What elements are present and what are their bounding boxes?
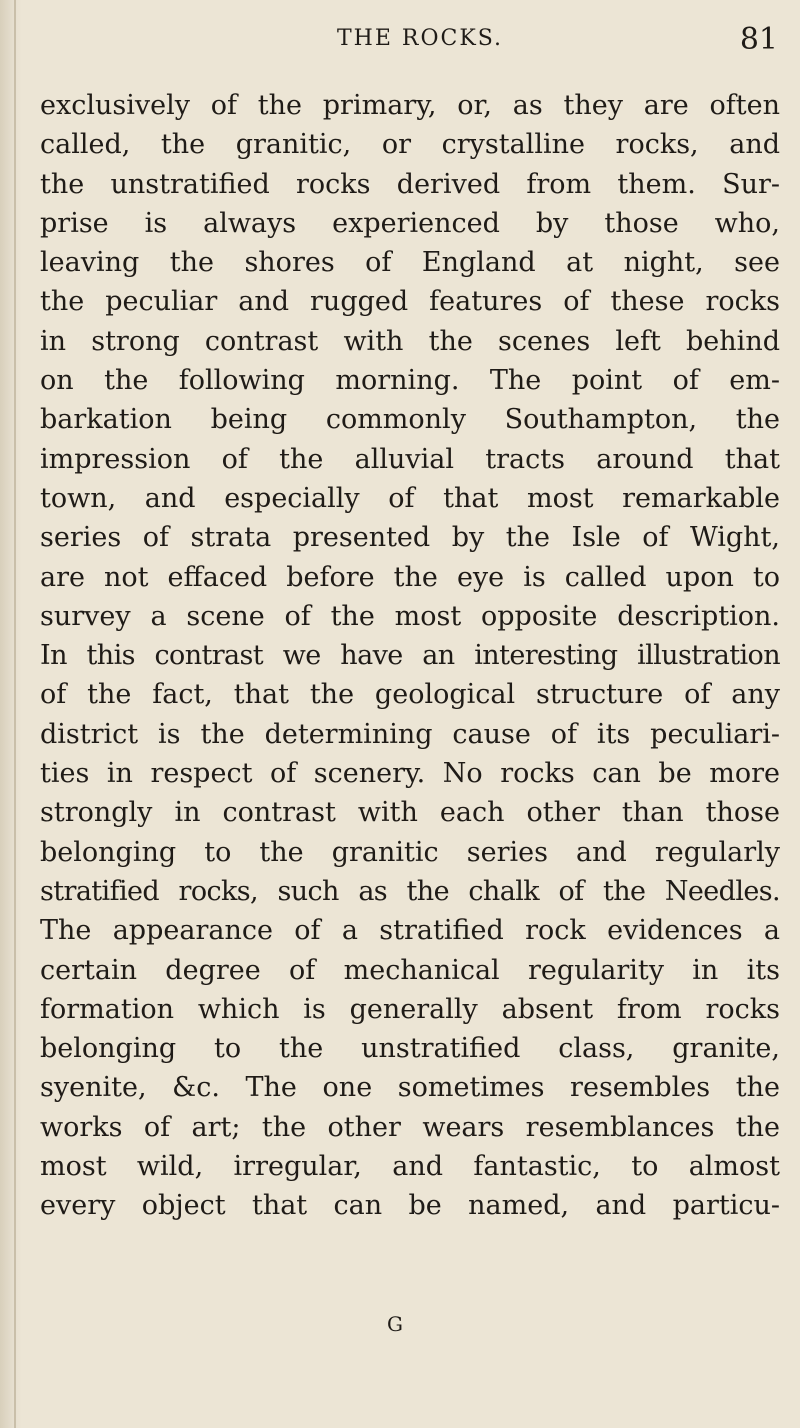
body-text: [40, 86, 780, 1226]
text-line: series of strata presented by the Isle of Wight,: [40, 522, 780, 554]
text-line: district is the determining cause of its peculiari-: [40, 718, 780, 750]
running-title: THE ROCKS.: [336, 26, 504, 51]
text-line: survey a scene of the most opposite description.: [40, 600, 780, 632]
text-line: works of art; the other wears resemblances the: [40, 1111, 780, 1143]
text-line: In this contrast we have an interesting illustration: [40, 640, 780, 672]
text-line: formation which is generally absent from rocks: [40, 993, 780, 1025]
text-line: belonging to the unstratified class, granite,: [40, 1033, 780, 1065]
text-line: of the fact, that the geological structure of any: [40, 679, 780, 711]
text-line: impression of the alluvial tracts around that: [40, 443, 780, 475]
text-line: on the following morning. The point of em-: [40, 365, 780, 397]
page-number: 81: [739, 22, 778, 57]
page-header: [40, 22, 800, 70]
text-line: stratified rocks, such as the chalk of the Needles.: [40, 875, 780, 907]
text-line: barkation being commonly Southampton, the: [40, 404, 780, 436]
text-line: exclusively of the primary, or, as they are often: [40, 90, 780, 121]
text-line: every object that can be named, and particu-: [40, 1190, 780, 1222]
text-line: certain degree of mechanical regularity in its: [40, 954, 780, 986]
text-line: ties in respect of scenery. No rocks can be more: [40, 758, 780, 790]
text-line: town, and especially of that most remarkable: [40, 482, 780, 514]
text-line: syenite, &c. The one sometimes resembles the: [40, 1072, 780, 1104]
binding-edge: [0, 0, 22, 1428]
signature-mark: G: [387, 1312, 403, 1336]
text-line: prise is always experienced by those who,: [40, 207, 780, 239]
text-line: called, the granitic, or crystalline rocks, and: [40, 129, 780, 161]
text-line: are not effaced before the eye is called upon to: [40, 561, 780, 593]
text-line: the peculiar and rugged features of these rocks: [40, 286, 780, 318]
text-line: the unstratified rocks derived from them. Sur-: [40, 168, 780, 200]
text-line: belonging to the granitic series and regularly: [40, 836, 780, 868]
text-line: strongly in contrast with each other than those: [40, 797, 780, 829]
text-line: in strong contrast with the scenes left behind: [40, 325, 780, 357]
binding-shadow-line: [14, 0, 16, 1428]
text-line: leaving the shores of England at night, see: [40, 247, 780, 279]
text-line: most wild, irregular, and fantastic, to almost: [40, 1151, 780, 1183]
text-line: The appearance of a stratified rock evidences a: [40, 915, 780, 947]
